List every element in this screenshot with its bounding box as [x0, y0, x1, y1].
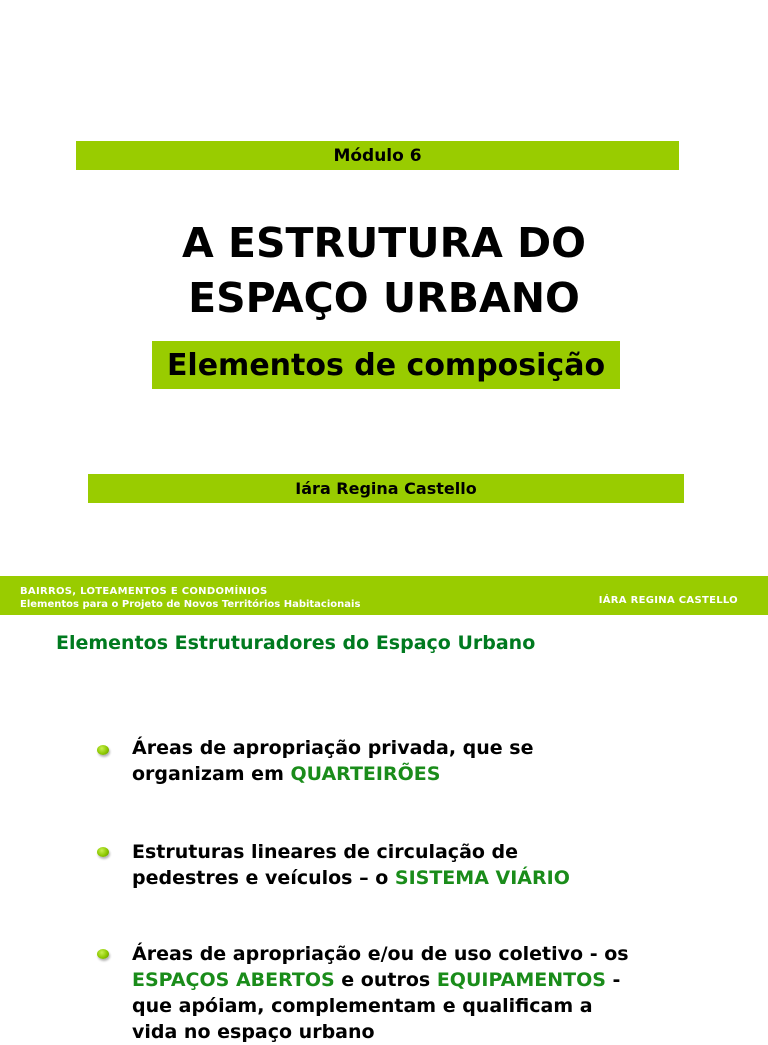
bullet-3-mid: e outros: [334, 969, 437, 991]
bullet-1-line-1: Áreas de apropriação privada, que se: [132, 737, 534, 759]
bullet-3-end: -: [605, 969, 621, 991]
bullet-3-highlight-1: ESPAÇOS ABERTOS: [132, 969, 335, 991]
bullet-3-line-3: que apóiam, complementam e qualificam a: [132, 995, 593, 1017]
slide-title-line-1: A ESTRUTURA DO: [181, 219, 587, 267]
bullet-2-text: pedestres e veículos – o: [132, 867, 395, 889]
header-course-subtitle: Elementos para o Projeto de Novos Territórios Habitacionais: [20, 599, 361, 610]
author-name: Iára Regina Castello: [88, 474, 684, 503]
slide-header-bar: [0, 576, 768, 615]
bullet-1-line-2: [132, 761, 632, 787]
slide-title: [0, 216, 768, 326]
bullet-2-line-1: Estruturas lineares de circulação de: [132, 841, 519, 863]
bullet-icon: [97, 745, 109, 755]
section-title: Elementos Estruturadores do Espaço Urbano: [56, 632, 536, 654]
bullet-icon: [97, 847, 109, 857]
header-author: IÁRA REGINA CASTELLO: [598, 595, 738, 606]
bullet-2-line-2: [132, 865, 632, 891]
bullet-item-3: [132, 941, 632, 1045]
bullet-1-text: organizam em: [132, 763, 291, 785]
bullet-icon: [97, 949, 109, 959]
bullet-3-line-2: [132, 967, 632, 993]
module-label: Módulo 6: [76, 141, 679, 170]
bullet-3-line-1: Áreas de apropriação e/ou de uso coletivo - os: [132, 943, 629, 965]
bullet-item-2: [132, 839, 632, 891]
bullet-1-highlight: QUARTEIRÕES: [290, 763, 441, 785]
bullet-3-line-4: vida no espaço urbano: [132, 1021, 375, 1043]
bullet-2-highlight: SISTEMA VIÁRIO: [394, 867, 570, 889]
slide-content: [0, 576, 768, 1043]
slide-title-line-2: ESPAÇO URBANO: [188, 274, 580, 322]
bullet-3-highlight-2: EQUIPAMENTOS: [436, 969, 606, 991]
bullet-item-1: [132, 735, 632, 787]
slide-subtitle: Elementos de composição: [152, 341, 620, 389]
header-course-title: BAIRROS, LOTEAMENTOS E CONDOMÍNIOS: [20, 586, 268, 597]
